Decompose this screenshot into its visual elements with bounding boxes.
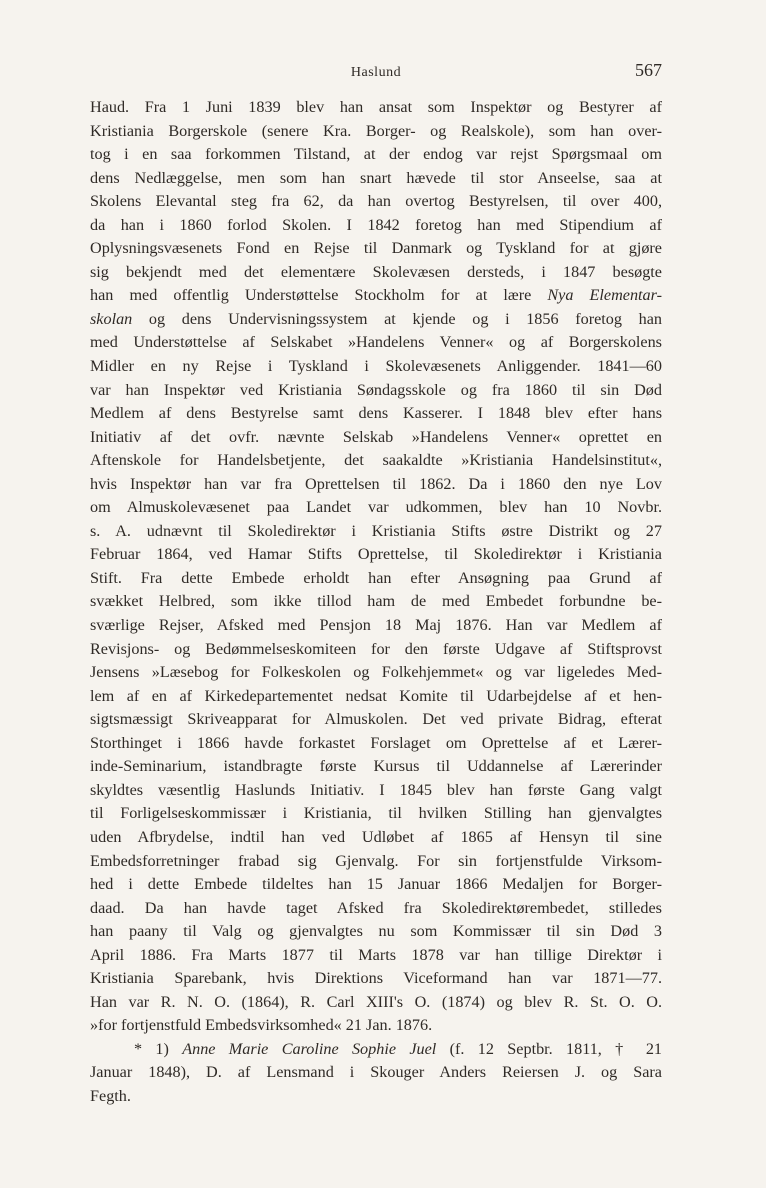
text-line: var han Inspektør ved Kristiania Søndagsskole og fra 1860 til sin Død xyxy=(90,380,662,399)
body-text xyxy=(90,96,662,1109)
text-line: Storthinget i 1866 havde forkastet Forslaget om Oprettelse af et Lærer- xyxy=(90,733,662,752)
running-head: Haslund xyxy=(350,65,402,80)
text-line: Han var R. N. O. (1864), R. Carl XIII's O. (1874) og blev R. St. O. O. xyxy=(90,992,662,1011)
text-line: sig bekjendt med det elementære Skolevæsen dersteds, i 1847 besøgte xyxy=(90,262,662,281)
text-line xyxy=(90,284,662,308)
footnote-marker: * 1) xyxy=(134,1039,169,1058)
text-line: om Almuskolevæsenet paa Landet var udkommen, blev han 10 Novbr. xyxy=(90,498,662,517)
text-line: dens Nedlæggelse, men som han snart hævede til stor Anseelse, saa at xyxy=(90,168,662,187)
text-line: Initiativ af det ovfr. nævnte Selskab »Handelens Venner« oprettet en xyxy=(90,427,662,446)
text-line: Kristiania Borgerskole (senere Kra. Borger- og Realskole), som han over- xyxy=(90,121,662,140)
text-line: »for fortjenstfuld Embedsvirksomhed« 21 Jan. 1876. xyxy=(90,1016,433,1035)
text-line: hvis Inspektør han var fra Oprettelsen til 1862. Da i 1860 den nye Lov xyxy=(90,474,662,493)
text-line: med Understøttelse af Selskabet »Handelens Venner« og af Borgerskolens xyxy=(90,333,662,352)
text-line: Revisjons- og Bedømmelseskomiteen for den første Udgave af Stiftsprovst xyxy=(90,639,662,658)
text-line: Aftenskole for Handelsbetjente, det saakaldte »Kristiania Handelsinstitut«, xyxy=(90,451,662,470)
text-line: Januar 1848), D. af Lensmand i Skouger Anders Reiersen J. og Sara xyxy=(90,1063,662,1082)
text-line: Midler en ny Rejse i Tyskland i Skolevæsenets Anliggender. 1841—60 xyxy=(90,357,662,376)
text-line: svækket Helbred, som ikke tillod ham de med Embedet forbundne be- xyxy=(90,592,662,611)
italic-person-name: Anne Marie Caroline Sophie Juel xyxy=(182,1039,437,1058)
text-segment: og dens Undervisningssystem at kjende og i 1856 foretog han xyxy=(148,309,662,328)
page-header xyxy=(90,60,662,86)
text-line: Fegth. xyxy=(90,1086,131,1105)
text-line: sigtsmæssigt Skriveapparat for Almuskolen. Det ved private Bidrag, efterat xyxy=(90,710,662,729)
text-line: lem af en af Kirkedepartementet nedsat Komite til Udarbejdelse af et hen- xyxy=(90,686,662,705)
text-line: uden Afbrydelse, indtil han ved Udløbet af 1865 af Hensyn til sine xyxy=(90,827,662,846)
text-line: inde-Seminarium, istandbragte første Kursus til Uddannelse af Lærerinder xyxy=(90,757,662,776)
text-line: hed i dette Embede tildeltes han 15 Januar 1866 Medaljen for Borger- xyxy=(90,875,662,894)
text-line: Haud. Fra 1 Juni 1839 blev han ansat som Inspektør og Bestyrer af xyxy=(90,98,662,116)
text-segment: han med offentlig Understøttelse Stockholm for at lære xyxy=(90,286,532,305)
text-line: Stift. Fra dette Embede erholdt han efter Ansøgning paa Grund af xyxy=(90,568,662,587)
italic-book-title: Nya Elementar- xyxy=(547,286,662,305)
text-line: s. A. udnævnt til Skoledirektør i Kristiania Stifts østre Distrikt og 27 xyxy=(90,521,662,540)
text-line: Februar 1864, ved Hamar Stifts Oprettelse, til Skoledirektør i Kristiania xyxy=(90,545,662,564)
page-number: 567 xyxy=(635,60,662,80)
text-line: Skolens Elevantal steg fra 62, da han overtog Bestyrelsen, til over 400, xyxy=(90,192,662,211)
italic-book-title-cont: skolan xyxy=(90,309,133,328)
text-line: da han i 1860 forlod Skolen. I 1842 foretog han med Stipendium af xyxy=(90,215,662,234)
text-line: Kristiania Sparebank, hvis Direktions Viceformand han var 1871—77. xyxy=(90,969,662,988)
text-line xyxy=(90,308,662,332)
text-segment: (f. 12 Septbr. 1811, † 21 xyxy=(449,1039,662,1058)
text-line: tog i en saa forkommen Tilstand, at der endog var rejst Spørgsmaal om xyxy=(90,145,662,164)
text-line: til Forligelseskommissær i Kristiania, til hvilken Stilling han gjenvalgtes xyxy=(90,804,662,823)
text-line: Oplysningsvæsenets Fond en Rejse til Danmark og Tyskland for at gjøre xyxy=(90,239,662,258)
text-line: Jensens »Læsebog for Folkeskolen og Folkehjemmet« og var ligeledes Med- xyxy=(90,663,662,682)
text-line: sværlige Rejser, Afsked med Pensjon 18 Maj 1876. Han var Medlem af xyxy=(90,616,662,635)
text-line: skyldtes væsentlig Haslunds Initiativ. I 1845 blev han første Gang valgt xyxy=(90,780,662,799)
text-line: April 1886. Fra Marts 1877 til Marts 1878 var han tillige Direktør i xyxy=(90,945,662,964)
text-line: han paany til Valg og gjenvalgtes nu som Kommissær til sin Død 3 xyxy=(90,922,662,941)
text-line: Medlem af dens Bestyrelse samt dens Kasserer. I 1848 blev efter hans xyxy=(90,404,662,423)
text-line xyxy=(90,1038,662,1062)
text-line: Embedsforretninger frabad sig Gjenvalg. For sin fortjenstfulde Virksom- xyxy=(90,851,662,870)
text-line: daad. Da han havde taget Afsked fra Skoledirektørembedet, stilledes xyxy=(90,898,662,917)
